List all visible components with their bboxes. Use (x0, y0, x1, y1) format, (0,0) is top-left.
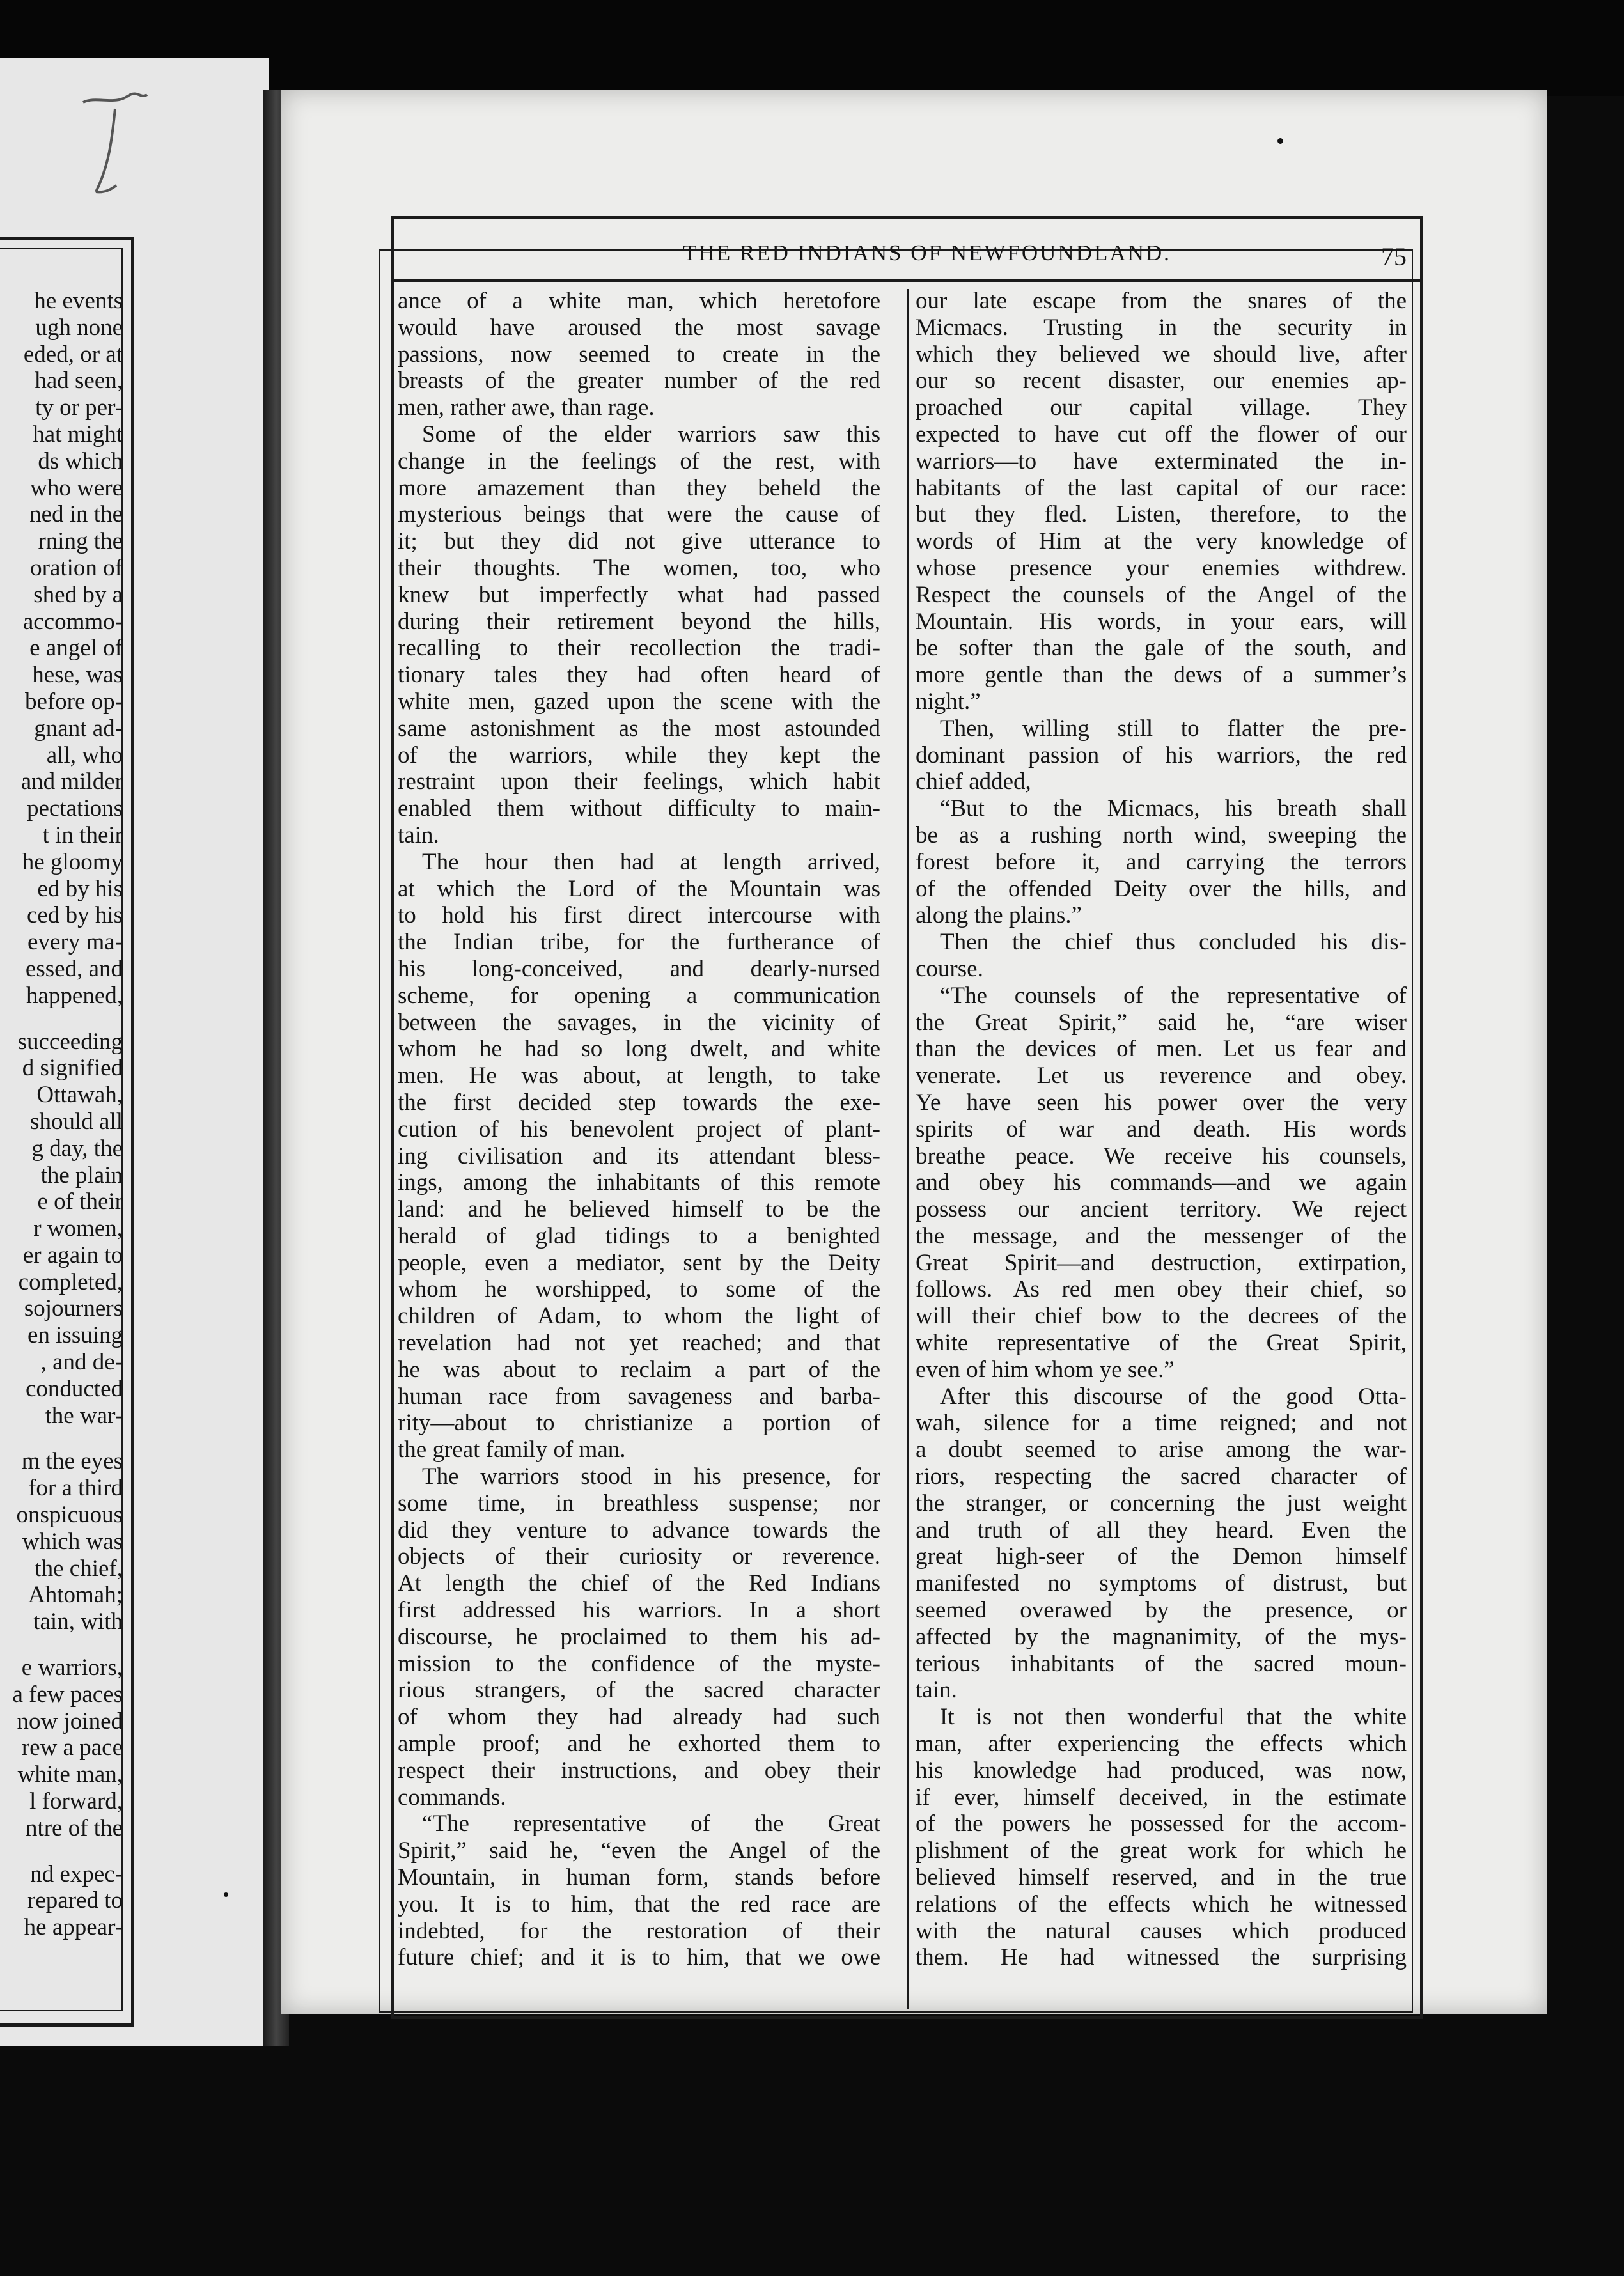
text-line: our late escape from the snares of the (916, 288, 1407, 314)
text-line: enabled them without difficulty to main- (398, 795, 880, 822)
text-line: change in the feelings of the rest, with (398, 448, 880, 474)
left-page-line: l forward, (29, 1788, 123, 1815)
left-page-line: before op- (24, 688, 123, 715)
text-line: it; but they did not give utterance to (398, 528, 880, 555)
left-page-line: pectations (26, 795, 123, 822)
text-line: will their chief bow to the decrees of the (916, 1303, 1407, 1330)
text-line: affected by the magnanimity, of the mys- (916, 1623, 1407, 1650)
left-page-line: ds which (38, 448, 123, 474)
text-line: of whom they had already had such (398, 1704, 880, 1731)
left-page-line: the war- (45, 1402, 123, 1429)
text-line: chief added, (916, 768, 1031, 795)
left-page-line: onspicuous (16, 1502, 123, 1529)
left-page-line: happened, (26, 982, 123, 1009)
text-line: more amazement than they beheld the (398, 474, 880, 501)
left-page-line: r women, (33, 1215, 123, 1242)
scan-speck (1277, 138, 1283, 144)
text-line: people, even a mediator, sent by the Deity (398, 1249, 880, 1276)
text-line: of the powers he possessed for the accom- (916, 1811, 1407, 1837)
left-page-line: accommo- (22, 608, 123, 635)
left-page-line: essed, and (25, 955, 123, 982)
text-line: wah, silence for a time reigned; and not (916, 1410, 1407, 1437)
text-line: restraint upon their feelings, which habit (398, 768, 880, 795)
text-line: man, after experiencing the effects which (916, 1731, 1407, 1758)
left-page-line: e warriors, (21, 1655, 123, 1681)
text-line: white men, gazed upon the scene with the (398, 688, 880, 715)
page-number: 75 (1381, 242, 1407, 271)
left-page-line (0, 1635, 123, 1655)
left-page-line (0, 1429, 123, 1448)
text-line: Great Spirit—and destruction, extirpation, (916, 1249, 1407, 1276)
left-page-line: ugh none (35, 314, 123, 341)
text-line: children of Adam, to whom the light of (398, 1303, 880, 1330)
text-line: would have aroused the most savage (398, 314, 880, 341)
left-page-line: every ma- (27, 929, 123, 956)
text-line: venerate. Let us reverence and obey. (916, 1063, 1407, 1089)
text-line: passions, now seemed to create in the (398, 341, 880, 368)
text-line: if ever, himself deceived, in the estimate (916, 1784, 1407, 1811)
text-line: even of him whom ye see.” (916, 1356, 1175, 1383)
text-line: with the natural causes which produced (916, 1917, 1407, 1944)
text-line: riors, respecting the sacred character of (916, 1463, 1407, 1490)
text-line: and truth of all they heard. Even the (916, 1516, 1407, 1543)
left-page-line: e of their (37, 1189, 123, 1215)
text-line: manifested no symptoms of distrust, but (916, 1570, 1407, 1597)
left-page-line: ntre of the (25, 1814, 123, 1841)
left-page-line: which was (22, 1528, 123, 1555)
text-line: “The counsels of the representative of (940, 982, 1407, 1009)
left-page-line: succeeding (17, 1028, 123, 1055)
text-line: whom he worshipped, to some of the (398, 1276, 880, 1303)
text-line: believed himself reserved, and in the true (916, 1864, 1407, 1891)
left-page-line: rning the (38, 528, 123, 555)
text-line: commands. (398, 1784, 506, 1811)
text-line: men. He was about, at length, to take (398, 1063, 880, 1089)
left-page-line: sojourners (24, 1295, 123, 1322)
left-page-line: m the eyes (21, 1448, 123, 1475)
left-page-line (0, 1009, 123, 1029)
text-line: relations of the effects which he witnessed (916, 1890, 1407, 1917)
text-line: warriors—to have exterminated the in- (916, 448, 1407, 474)
text-line: tionary tales they had often heard of (398, 662, 880, 689)
text-line: ing civilisation and its attendant bless- (398, 1142, 880, 1169)
left-page-line: for a third (28, 1475, 123, 1502)
left-page-line: a few paces (12, 1681, 123, 1708)
text-line: expected to have cut off the flower of our (916, 421, 1407, 448)
text-line: rity—about to christianize a portion of (398, 1410, 880, 1437)
text-line: and obey his commands—and we again (916, 1169, 1407, 1196)
text-line: seemed overawed by the presence, or (916, 1597, 1407, 1624)
text-line: cution of his benevolent project of plant- (398, 1116, 880, 1142)
left-page-line: Ahtomah; (28, 1582, 123, 1609)
text-line: knew but imperfectly what had passed (398, 581, 880, 608)
left-page-line: and milder (20, 768, 123, 795)
left-page-line: white man, (17, 1761, 123, 1788)
text-line: to hold his first direct intercourse with (398, 902, 880, 929)
text-line: men, rather awe, than rage. (398, 394, 655, 421)
text-line: forest before it, and carrying the terrors (916, 848, 1407, 875)
text-line: The hour then had at length arrived, (422, 848, 880, 875)
text-line: ance of a white man, which heretofore (398, 288, 880, 314)
left-page-line: d signified (22, 1055, 123, 1082)
left-page-line: ed by his (37, 875, 123, 902)
left-page-line: rew a pace (21, 1734, 123, 1761)
left-page-line: en issuing (27, 1322, 123, 1349)
left-page-text-column (0, 288, 123, 1941)
text-line: you. It is to him, that the red race are (398, 1890, 880, 1917)
text-line: at which the Lord of the Mountain was (398, 875, 880, 902)
text-line: Then the chief thus concluded his dis- (940, 929, 1407, 956)
left-page-line: , and de- (40, 1349, 123, 1376)
left-page-line: he events (34, 288, 123, 314)
text-line: breathe peace. We receive his counsels, (916, 1142, 1407, 1169)
text-line: the message, and the messenger of the (916, 1222, 1407, 1249)
text-line: along the plains.” (916, 902, 1082, 929)
text-line: land: and he believed himself to be the (398, 1196, 880, 1223)
text-column-left (398, 288, 880, 1971)
left-page-line: er again to (22, 1242, 123, 1268)
text-line: herald of glad tidings to a benighted (398, 1222, 880, 1249)
text-line: the Great Spirit,” said he, “are wiser (916, 1009, 1407, 1036)
text-line: a doubt seemed to arise among the war- (916, 1437, 1407, 1463)
left-page-line: nd expec- (30, 1860, 123, 1887)
text-line: Some of the elder warriors saw this (422, 421, 880, 448)
left-page-line: oration of (30, 554, 123, 581)
text-line: the stranger, or concerning the just weight (916, 1490, 1407, 1516)
text-line: Then, willing still to flatter the pre- (940, 715, 1407, 742)
left-page-line: hese, was (32, 662, 123, 689)
text-line: did they venture to advance towards the (398, 1516, 880, 1543)
text-line: revelation had not yet reached; and that (398, 1330, 880, 1357)
column-divider (907, 289, 909, 2009)
left-page-line: should all (30, 1108, 123, 1135)
left-page-line: g day, the (31, 1135, 123, 1162)
text-line: night.” (916, 688, 981, 715)
text-line: of the warriors, while they kept the (398, 742, 880, 768)
text-line: terious inhabitants of the sacred moun- (916, 1650, 1407, 1677)
text-line: proached our capital village. They (916, 394, 1407, 421)
text-line: their thoughts. The women, too, who (398, 554, 880, 581)
text-line: the first decided step towards the exe- (398, 1089, 880, 1116)
running-head: THE RED INDIANS OF NEWFOUNDLAND. (683, 240, 1171, 265)
left-page-line: tain, with (33, 1609, 123, 1635)
text-line: the Indian tribe, for the furtherance of (398, 929, 880, 956)
left-page-line: Ottawah, (36, 1082, 123, 1109)
text-line: be as a rushing north wind, sweeping the (916, 822, 1407, 848)
left-page-line: t in their (42, 822, 123, 848)
text-line: possess our ancient territory. We reject (916, 1196, 1407, 1223)
text-line: course. (916, 955, 983, 982)
text-line: rious strangers, of the sacred character (398, 1677, 880, 1704)
text-line: habitants of the last capital of our race: (916, 474, 1407, 501)
text-line: be softer than the gale of the south, and (916, 635, 1407, 662)
text-line: words of Him at the very knowledge of (916, 528, 1407, 555)
text-line: tain. (916, 1677, 957, 1704)
text-column-right (916, 288, 1407, 1971)
left-page-line: had seen, (35, 368, 123, 394)
text-line: The warriors stood in his presence, for (422, 1463, 880, 1490)
text-line: After this discourse of the good Otta- (940, 1383, 1407, 1410)
left-page-line: completed, (18, 1268, 123, 1295)
text-line: recalling to their recollection the tradi- (398, 635, 880, 662)
text-line: mysterious beings that were the cause of (398, 501, 880, 528)
left-page-line: e angel of (29, 635, 123, 662)
left-page-line: gnant ad- (34, 715, 123, 742)
text-line: ings, among the inhabitants of this remote (398, 1169, 880, 1196)
text-line: them. He had witnessed the surprising (916, 1944, 1407, 1971)
text-line: same astonishment as the most astounded (398, 715, 880, 742)
left-page-line: now joined (17, 1708, 123, 1734)
text-line: whom he had so long dwelt, and white (398, 1036, 880, 1063)
text-line: discourse, he proclaimed to them his ad- (398, 1623, 880, 1650)
left-page-line: conducted (25, 1375, 123, 1402)
left-page-line: all, who (46, 742, 123, 768)
text-line: great high-seer of the Demon himself (916, 1543, 1407, 1570)
text-line: objects of their curiosity or reverence. (398, 1543, 880, 1570)
left-page-line: ty or per- (35, 394, 123, 421)
text-line: dominant passion of his warriors, the red (916, 742, 1407, 768)
text-line: white representative of the Great Spirit, (916, 1330, 1407, 1357)
text-line: but they fled. Listen, therefore, to the (916, 501, 1407, 528)
text-line: some time, in breathless suspense; nor (398, 1490, 880, 1516)
text-line: than the devices of men. Let us fear and (916, 1036, 1407, 1063)
left-page-line: he appear- (24, 1914, 123, 1941)
text-line: At length the chief of the Red Indians (398, 1570, 880, 1597)
text-line: Mountain. His words, in your ears, will (916, 608, 1407, 635)
text-line: scheme, for opening a communication (398, 982, 880, 1009)
text-line: plishment of the great work for which he (916, 1837, 1407, 1864)
text-line: the great family of man. (398, 1437, 626, 1463)
text-line: of the offended Deity over the hills, and (916, 875, 1407, 902)
text-line: spirits of war and death. His words (916, 1116, 1407, 1142)
left-page-line (0, 1842, 123, 1861)
text-line: during their retirement beyond the hills, (398, 608, 880, 635)
text-line: more gentle than the dews of a summer’s (916, 662, 1407, 689)
left-page-line: ced by his (26, 902, 123, 929)
left-page-line: ned in the (29, 501, 123, 528)
text-line: follows. As red men obey their chief, so (916, 1276, 1407, 1303)
pencil-mark-icon (77, 83, 153, 224)
left-page-line: repared to (27, 1887, 123, 1914)
text-line: Ye have seen his power over the very (916, 1089, 1407, 1116)
text-line: ample proof; and he exhorted them to (398, 1731, 880, 1758)
scan-speck (224, 1892, 228, 1897)
left-page-line: the plain (40, 1162, 123, 1189)
left-page-line: eded, or at (23, 341, 123, 368)
left-page-line: hat might (33, 421, 123, 448)
text-line: It is not then wonderful that the white (940, 1704, 1407, 1731)
text-line: indebted, for the restoration of their (398, 1917, 880, 1944)
text-line: he was about to reclaim a part of the (398, 1356, 880, 1383)
text-line: between the savages, in the vicinity of (398, 1009, 880, 1036)
header-rule (391, 279, 1423, 282)
text-line: tain. (398, 822, 439, 848)
left-page-line: the chief, (35, 1555, 123, 1582)
text-line: Micmacs. Trusting in the security in (916, 314, 1407, 341)
text-line: Respect the counsels of the Angel of the (916, 581, 1407, 608)
left-page-line: shed by a (33, 581, 123, 608)
text-line: Spirit,” said he, “even the Angel of the (398, 1837, 880, 1864)
text-line: mission to the confidence of the myste- (398, 1650, 880, 1677)
text-line: breasts of the greater number of the red (398, 368, 880, 394)
text-line: which they believed we should live, after (916, 341, 1407, 368)
text-line: future chief; and it is to him, that we owe (398, 1944, 880, 1971)
text-line: “But to the Micmacs, his breath shall (940, 795, 1407, 822)
text-line: respect their instructions, and obey their (398, 1757, 880, 1784)
text-line: his knowledge had produced, was now, (916, 1757, 1407, 1784)
text-line: whose presence your enemies withdrew. (916, 554, 1407, 581)
text-line: Mountain, in human form, stands before (398, 1864, 880, 1891)
left-page-line: who were (30, 474, 123, 501)
text-line: first addressed his warriors. In a short (398, 1597, 880, 1624)
text-line: “The representative of the Great (422, 1811, 880, 1837)
left-page-line: he gloomy (22, 848, 123, 875)
text-line: human race from savageness and barba- (398, 1383, 880, 1410)
text-line: his long-conceived, and dearly-nursed (398, 955, 880, 982)
text-line: our so recent disaster, our enemies ap- (916, 368, 1407, 394)
